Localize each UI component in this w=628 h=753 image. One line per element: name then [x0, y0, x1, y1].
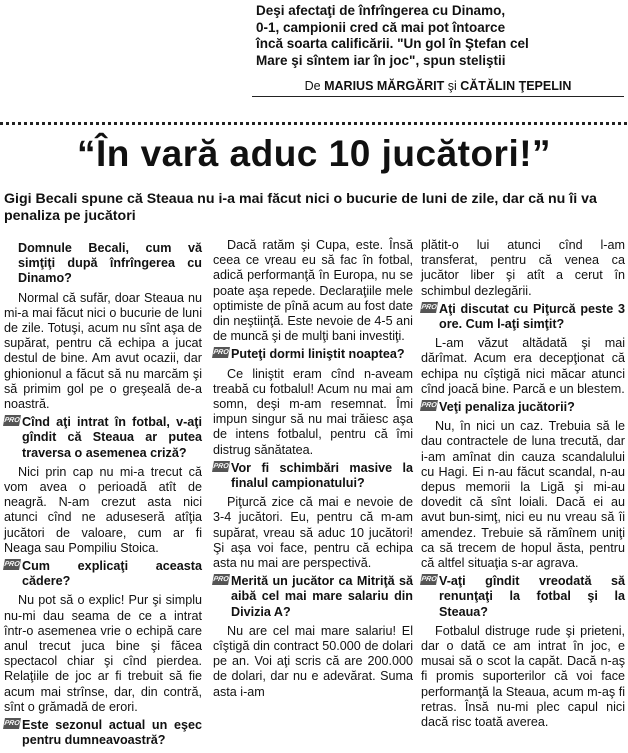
subheadline: Gigi Becali spune că Steaua nu i-a mai făcut nici o bucurie de luni de zile, dar că nu îi va penaliza pe jucători	[4, 191, 597, 224]
question	[213, 347, 413, 362]
answer: Fotbalul distruge rude şi prieteni, dar o dată ce am intrat în joc, e musai să o scot la capăt. Dacă n-aş fi promis suporterilor că voi face performanţă la Steaua, acum m-aş fi retras. Însă nu-mi plec capul nici dacă risc toată averea.	[421, 623, 625, 730]
answer: Ce liniştit eram cînd n-aveam treabă cu fotbalul! Acum nu mai am somn, deşi m-am resemnat. Îmi impun singur să nu mai trăiesc aşa de intens fotbalul, pentru că îmi distrug sănătatea.	[213, 366, 413, 457]
answer: Dacă ratăm şi Cupa, este. Însă ceea ce vreau eu să fac în fotbal, adică performanţă în Europa, nu se poate aşa repede. Declaraţiile mele optimiste de pînă acum au fost date din neştiinţă. Este nevoie de 4-5 ani de muncă şi de mulţi bani investiţi.	[213, 238, 413, 344]
question	[4, 559, 202, 589]
lead-line: Deşi afectaţi de înfrîngerea cu Dinamo,	[256, 3, 506, 18]
byline-prefix: De	[304, 79, 321, 93]
byline-and: şi	[447, 79, 457, 93]
lead-line: 0-1, campionii cred că mai pot întoarce	[256, 19, 506, 35]
question	[421, 400, 625, 415]
answer: Nu, în nici un caz. Trebuia să le dau contractele de luna trecută, dar i-am amînat din cauza scandalului cu Hagi. Ei n-au făcut scandal, n-au depus memorii la Ligă şi mi-au dovedit că sînt loiali. Dacă ei au avut bun-simţ, nici eu nu vreau să îi amendez. Trebuie să rămînem uniţi ca să trecem de hopul ăsta, pentru că altfel situaţia s-ar agrava.	[421, 419, 625, 571]
answer: L-am văzut altădată şi mai dărîmat. Acum era decepţionat că echipa nu cîştigă nici măcar atunci cînd joacă bine. Parcă e un blestem.	[421, 336, 625, 396]
pro-icon: PRO	[212, 349, 230, 357]
question	[213, 461, 413, 491]
question-text: Cum explicaţi aceasta cădere?	[22, 559, 202, 589]
dashed-divider	[0, 122, 628, 125]
answer: Nu pot să o explic! Pur şi simplu nu-mi dau seama de ce a intrat într-o asemenea vrie o echipă care anul trecut juca bine şi făcea spectacol chiar şi cînd pierdea. Relaţiile de joc ar fi trebuit să fie acum mai strînse, dar, din contră, sînt o grămadă de erori.	[4, 593, 202, 714]
question-text: Domnule Becali, cum vă simţiţi după înfrîngerea cu Dinamo?	[18, 241, 202, 286]
answer: plătit-o lui atunci cînd l-am transferat, pentru că venea ca jucător liber şi atît a cerut în schimbul dezlegării.	[421, 238, 625, 298]
lead-paragraph	[256, 3, 626, 69]
column-2	[213, 238, 413, 700]
pro-icon: PRO	[3, 720, 21, 728]
question	[4, 241, 202, 287]
question-text: Este sezonul actual un eşec pentru dumneavoastră?	[22, 718, 202, 748]
byline-author-2: CĂTĂLIN ŢEPELIN	[460, 79, 572, 93]
byline	[252, 79, 624, 97]
pro-icon: PRO	[3, 417, 21, 425]
answer: Normal că sufăr, doar Steaua nu mi-a mai făcut nici o bucurie de luni de zile. Totuşi, acum nu sînt aşa de supărat, pentru că echipa a jucat destul de bine. Am avut ocazii, dar ghionionul a făcut să nu marcăm şi să primim gol pe o greşeală de-a noastră.	[4, 290, 202, 412]
answer: Nu are cel mai mare salariu! El cîştigă din contract 50.000 de dolari pe an. Voi aţi scris că are 200.000 de dolari, dar nu e adevărat. Suma asta i-am	[213, 623, 413, 699]
pro-icon: PRO	[212, 462, 230, 470]
lead-line: Mare şi sîntem iar în joc", spun steliştii	[256, 52, 506, 68]
question-text: Merită un jucător ca Mitriţă să aibă cel mai mare salariu din Divizia A?	[231, 574, 413, 619]
byline-author-1: MARIUS MĂRGĂRIT	[324, 79, 445, 93]
column-1	[4, 238, 202, 753]
question	[4, 415, 202, 461]
question-text: Veţi penaliza jucătorii?	[439, 400, 575, 415]
answer: Nici prin cap nu mi-a trecut că vom avea o perioadă atît de neagră. N-am crezut asta nici atunci cînd ne aduseseră atîţia jucători de valoare, cum ar fi Neaga sau Pompiliu Stoica.	[4, 464, 202, 555]
lead-line: încă soarta calificării. "Un gol în Ştefan cel	[256, 36, 529, 51]
pro-icon: PRO	[212, 576, 230, 584]
question-text: Vor fi schimbări masive la finalul campionatului?	[231, 460, 413, 491]
question-text: Puteţi dormi liniştit noaptea?	[231, 347, 405, 362]
question-text: Cînd aţi intrat în fotbal, v-aţi gîndit că Steaua ar putea traversa o asemenea criză?	[22, 415, 202, 460]
pro-icon: PRO	[420, 303, 438, 311]
question-text: V-aţi gîndit vreodată să renunţaţi la fotbal şi la Steaua?	[439, 574, 625, 619]
question	[421, 574, 625, 620]
headline: “În vară aduc 10 jucători!”	[76, 133, 552, 174]
answer: Piţurcă zice că mai e nevoie de 3-4 jucători. Eu, pentru că m-am supărat, vreau să aduc 10 jucători! Şi aşa voi face, pentru că echipa asta nu mai are perspectivă.	[213, 495, 413, 571]
question	[213, 574, 413, 620]
column-3	[421, 238, 625, 730]
pro-icon: PRO	[420, 402, 438, 410]
question	[421, 302, 625, 332]
pro-icon: PRO	[420, 576, 438, 584]
question-text: Aţi discutat cu Piţurcă peste 3 ore. Cum l-aţi simţit?	[439, 301, 625, 332]
question	[4, 718, 202, 748]
pro-icon: PRO	[3, 561, 21, 569]
